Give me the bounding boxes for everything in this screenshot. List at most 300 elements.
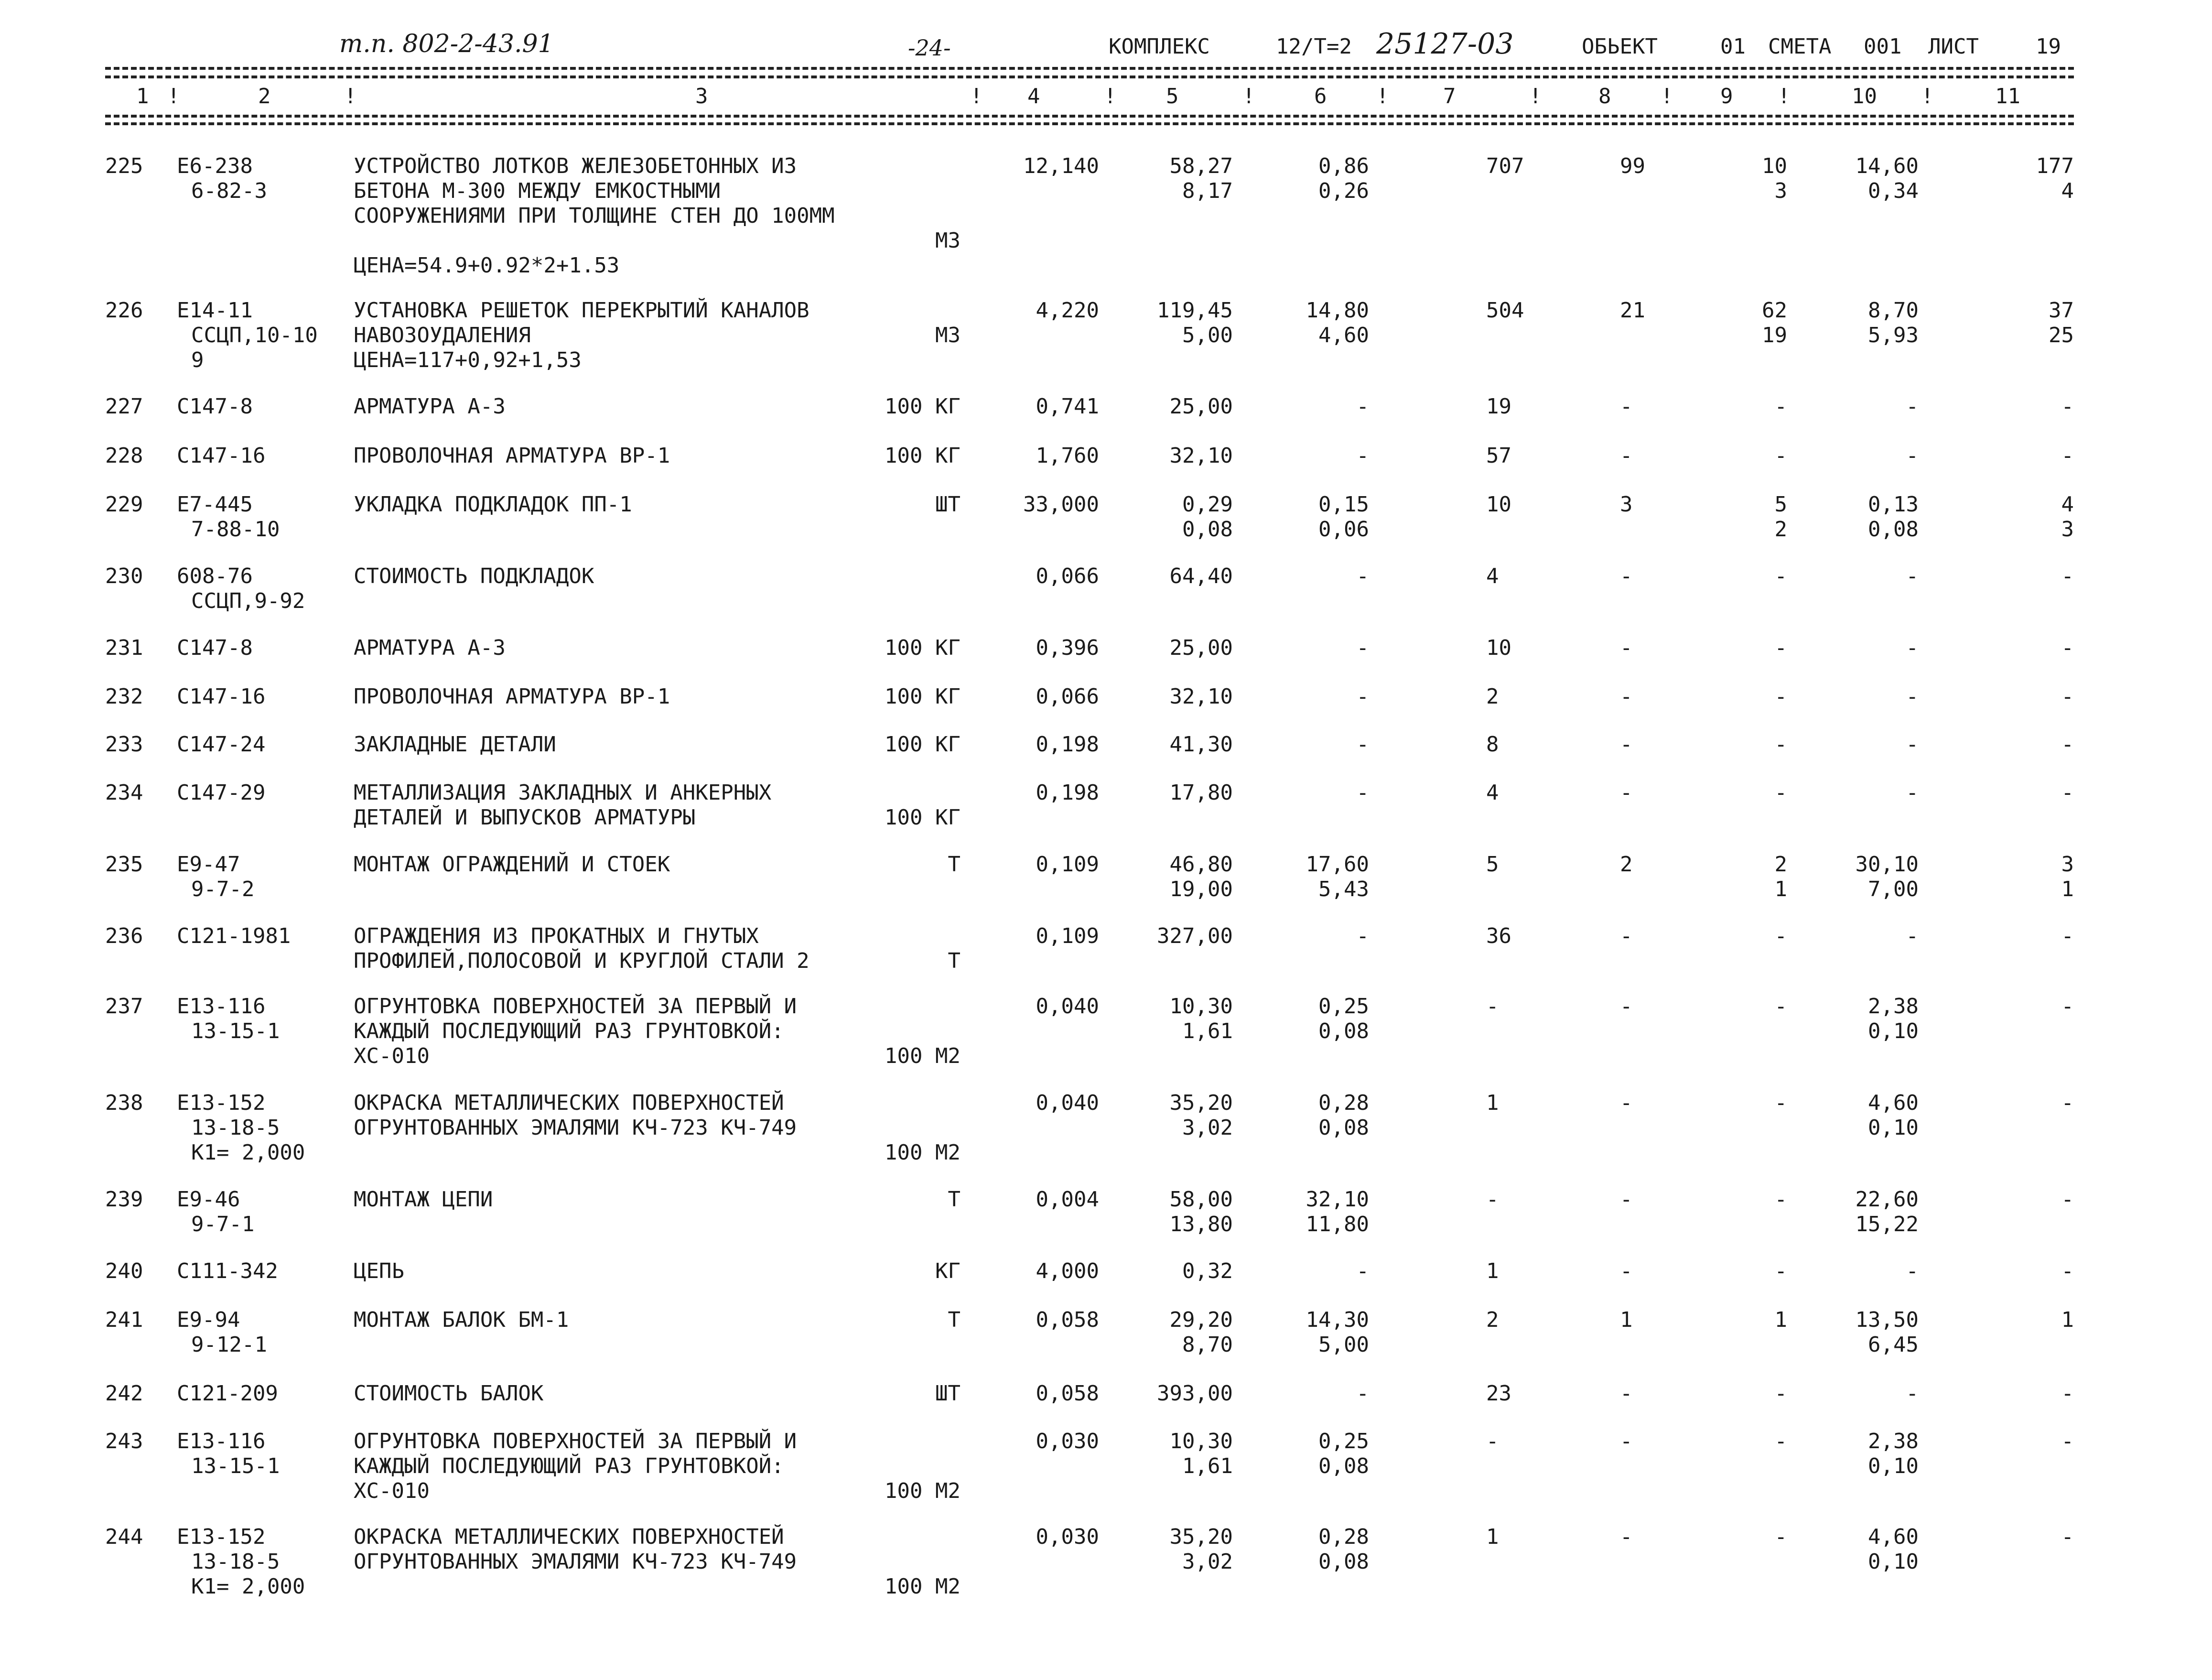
unit-cost: 41,30 — [1169, 732, 1233, 757]
labor-total: 25 — [2049, 323, 2074, 347]
work-description: ОГРУНТОВАННЫХ ЭМАЛЯМИ КЧ-723 КЧ-749 — [354, 1116, 797, 1140]
unit: ШТ — [935, 492, 960, 517]
unit: Т — [948, 852, 960, 877]
labor-unit: - — [1906, 394, 1919, 419]
column-header: 2 — [258, 84, 271, 108]
row-number: 231 — [105, 636, 143, 660]
unit-cost: 119,45 — [1157, 298, 1233, 323]
rate-code: Е9-47 — [177, 852, 240, 877]
rate-code: 13-15-1 — [191, 1454, 280, 1478]
wages-total: - — [1620, 1259, 1633, 1283]
unit: 100 М2 — [885, 1044, 960, 1068]
machine-total: - — [1774, 564, 1787, 588]
unit: 100 М2 — [885, 1574, 960, 1599]
machine-total: - — [1774, 1187, 1787, 1212]
row-number: 225 — [105, 154, 143, 178]
labor-total: - — [2061, 1091, 2074, 1115]
rate-code: Е9-46 — [177, 1187, 240, 1212]
machine-total: - — [1774, 1525, 1787, 1549]
rate-code: С147-8 — [177, 394, 253, 419]
unit: Т — [948, 1308, 960, 1332]
labor-unit: 7,00 — [1868, 877, 1919, 901]
labor-unit: 6,45 — [1868, 1333, 1919, 1357]
machine-cost: 32,10 — [1306, 1187, 1369, 1212]
machine-cost: - — [1356, 732, 1369, 757]
machine-cost: - — [1356, 684, 1369, 709]
machine-cost: 14,80 — [1306, 298, 1369, 323]
wages-total: - — [1620, 1091, 1633, 1115]
unit: 100 КГ — [885, 444, 960, 468]
row-number: 239 — [105, 1187, 143, 1212]
complex-label: КОМПЛЕКС — [1109, 34, 1210, 59]
machine-cost: - — [1356, 636, 1369, 660]
row-number: 228 — [105, 444, 143, 468]
work-description: ПРОФИЛЕЙ,ПОЛОСОВОЙ И КРУГЛОЙ СТАЛИ 2 — [354, 949, 809, 973]
total-cost: 2 — [1486, 684, 1499, 709]
unit-cost: 35,20 — [1169, 1525, 1233, 1549]
row-number: 236 — [105, 924, 143, 948]
row-number: 227 — [105, 394, 143, 419]
header-rule-bottom-2 — [105, 122, 2074, 125]
wages-total: - — [1620, 1187, 1633, 1212]
total-cost: 504 — [1486, 298, 1524, 323]
work-description: МОНТАЖ ЦЕПИ — [354, 1187, 493, 1212]
rate-code: 13-18-5 — [191, 1116, 280, 1140]
rate-code: Е13-116 — [177, 1429, 266, 1453]
work-description: ЦЕПЬ — [354, 1259, 404, 1283]
row-number: 235 — [105, 852, 143, 877]
rate-code: Е13-116 — [177, 994, 266, 1019]
work-description: ПРОВОЛОЧНАЯ АРМАТУРА ВР-1 — [354, 684, 670, 709]
wages-total: 3 — [1620, 492, 1633, 517]
labor-total: - — [2061, 924, 2074, 948]
total-cost: 23 — [1486, 1381, 1511, 1406]
quantity: 33,000 — [1023, 492, 1099, 517]
column-header: 8 — [1598, 84, 1611, 108]
unit-cost: 32,10 — [1169, 684, 1233, 709]
column-separator: ! — [344, 84, 357, 108]
work-description: АРМАТУРА А-3 — [354, 636, 506, 660]
unit-cost: 58,27 — [1169, 154, 1233, 178]
work-description: ОКРАСКА МЕТАЛЛИЧЕСКИХ ПОВЕРХНОСТЕЙ — [354, 1091, 784, 1115]
labor-total: - — [2061, 684, 2074, 709]
labor-total: 4 — [2061, 492, 2074, 517]
column-header: 10 — [1852, 84, 1877, 108]
total-cost: 57 — [1486, 444, 1511, 468]
work-description: ЗАКЛАДНЫЕ ДЕТАЛИ — [354, 732, 556, 757]
labor-unit: 0,34 — [1868, 179, 1919, 203]
unit-cost: 1,61 — [1182, 1019, 1233, 1043]
column-header: 1 — [136, 84, 149, 108]
labor-total: - — [2061, 444, 2074, 468]
column-header: 3 — [695, 84, 708, 108]
machine-total: 2 — [1774, 852, 1787, 877]
wages-total: - — [1620, 994, 1633, 1019]
column-separator: ! — [1242, 84, 1255, 108]
wages-total: - — [1620, 1381, 1633, 1406]
labor-unit: 14,60 — [1855, 154, 1919, 178]
machine-cost: 17,60 — [1306, 852, 1369, 877]
total-cost: 36 — [1486, 924, 1511, 948]
estimate-label: СМЕТА — [1768, 34, 1832, 59]
rate-code: С147-29 — [177, 780, 266, 805]
labor-total: - — [2061, 1259, 2074, 1283]
unit-cost: 1,61 — [1182, 1454, 1233, 1478]
machine-total: 5 — [1774, 492, 1787, 517]
wages-total: - — [1620, 564, 1633, 588]
machine-total: - — [1774, 924, 1787, 948]
rate-code: С147-24 — [177, 732, 266, 757]
row-number: 232 — [105, 684, 143, 709]
machine-total: - — [1774, 732, 1787, 757]
unit: Т — [948, 949, 960, 973]
column-separator: ! — [1778, 84, 1791, 108]
machine-cost: - — [1356, 564, 1369, 588]
work-description: АРМАТУРА А-3 — [354, 394, 506, 419]
total-cost: 4 — [1486, 780, 1499, 805]
handwritten-code: 25127-03 — [1376, 27, 1514, 61]
labor-unit: - — [1906, 444, 1919, 468]
work-description: МОНТАЖ БАЛОК БМ-1 — [354, 1308, 569, 1332]
work-description: НАВОЗОУДАЛЕНИЯ — [354, 323, 531, 347]
labor-total: 1 — [2061, 1308, 2074, 1332]
unit-cost: 35,20 — [1169, 1091, 1233, 1115]
column-separator: ! — [167, 84, 180, 108]
work-description: СООРУЖЕНИЯМИ ПРИ ТОЛЩИНЕ СТЕН ДО 100ММ — [354, 204, 835, 228]
quantity: 0,004 — [1036, 1187, 1099, 1212]
machine-total: - — [1774, 994, 1787, 1019]
wages-total: 21 — [1620, 298, 1645, 323]
labor-total: 1 — [2061, 877, 2074, 901]
machine-cost: - — [1356, 444, 1369, 468]
total-cost: 8 — [1486, 732, 1499, 757]
column-separator: ! — [1104, 84, 1117, 108]
rate-code: 13-15-1 — [191, 1019, 280, 1043]
unit: 100 КГ — [885, 805, 960, 830]
rate-code: 608-76 — [177, 564, 253, 588]
rate-code: Е13-152 — [177, 1091, 266, 1115]
unit-cost: 393,00 — [1157, 1381, 1233, 1406]
machine-total: 1 — [1774, 877, 1787, 901]
unit-cost: 29,20 — [1169, 1308, 1233, 1332]
machine-cost: - — [1356, 1381, 1369, 1406]
work-description: УСТРОЙСТВО ЛОТКОВ ЖЕЛЕЗОБЕТОННЫХ ИЗ — [354, 154, 797, 178]
rate-code: 9-12-1 — [191, 1333, 267, 1357]
unit: Т — [948, 1187, 960, 1212]
unit-cost: 46,80 — [1169, 852, 1233, 877]
labor-unit: - — [1906, 924, 1919, 948]
row-number: 229 — [105, 492, 143, 517]
total-cost: 1 — [1486, 1259, 1499, 1283]
unit-cost: 64,40 — [1169, 564, 1233, 588]
quantity: 0,066 — [1036, 564, 1099, 588]
rate-code: ССЦП,9-92 — [191, 589, 305, 613]
rate-code: С121-1981 — [177, 924, 291, 948]
column-header: 9 — [1720, 84, 1733, 108]
labor-unit: 13,50 — [1855, 1308, 1919, 1332]
total-cost: 5 — [1486, 852, 1499, 877]
header-rule-top — [105, 67, 2074, 70]
machine-cost: 0,08 — [1318, 1019, 1369, 1043]
wages-total: - — [1620, 394, 1633, 419]
work-description: ОГРУНТОВКА ПОВЕРХНОСТЕЙ ЗА ПЕРВЫЙ И — [354, 1429, 797, 1453]
rate-code: 9 — [191, 348, 204, 372]
labor-total: 4 — [2061, 179, 2074, 203]
column-separator: ! — [1661, 84, 1673, 108]
quantity: 0,198 — [1036, 780, 1099, 805]
unit-cost: 19,00 — [1169, 877, 1233, 901]
work-description: ПРОВОЛОЧНАЯ АРМАТУРА ВР-1 — [354, 444, 670, 468]
unit-cost: 3,02 — [1182, 1550, 1233, 1574]
quantity: 1,760 — [1036, 444, 1099, 468]
unit-cost: 8,17 — [1182, 179, 1233, 203]
labor-unit: 4,60 — [1868, 1525, 1919, 1549]
labor-total: - — [2061, 780, 2074, 805]
sheet-label: ЛИСТ — [1928, 34, 1979, 59]
quantity: 0,040 — [1036, 1091, 1099, 1115]
work-description: СТОИМОСТЬ БАЛОК — [354, 1381, 544, 1406]
rate-code: С147-16 — [177, 684, 266, 709]
machine-cost: 0,06 — [1318, 517, 1369, 542]
unit: 100 КГ — [885, 636, 960, 660]
labor-total: - — [2061, 1381, 2074, 1406]
machine-total: - — [1774, 636, 1787, 660]
work-description: ОГРУНТОВКА ПОВЕРХНОСТЕЙ ЗА ПЕРВЫЙ И — [354, 994, 797, 1019]
column-separator: ! — [1376, 84, 1389, 108]
rate-code: К1= 2,000 — [191, 1140, 305, 1165]
work-description: ЦЕНА=117+0,92+1,53 — [354, 348, 582, 372]
work-description: УКЛАДКА ПОДКЛАДОК ПП-1 — [354, 492, 632, 517]
wages-total: - — [1620, 444, 1633, 468]
labor-total: - — [2061, 636, 2074, 660]
complex-value: 12/Т=2 — [1276, 34, 1352, 59]
column-header: 4 — [1027, 84, 1040, 108]
column-header: 6 — [1314, 84, 1327, 108]
machine-total: - — [1774, 780, 1787, 805]
unit: 100 М2 — [885, 1479, 960, 1503]
quantity: 0,058 — [1036, 1381, 1099, 1406]
labor-unit: - — [1906, 636, 1919, 660]
quantity: 0,109 — [1036, 852, 1099, 877]
project-code: т.п. 802-2-43.91 — [339, 30, 554, 58]
object-value: 01 — [1720, 34, 1746, 59]
labor-unit: - — [1906, 1381, 1919, 1406]
unit-cost: 5,00 — [1182, 323, 1233, 347]
unit: ШТ — [935, 1381, 960, 1406]
unit-cost: 0,32 — [1182, 1259, 1233, 1283]
wages-total: 1 — [1620, 1308, 1633, 1332]
unit-cost: 10,30 — [1169, 1429, 1233, 1453]
wages-total: - — [1620, 732, 1633, 757]
machine-total: 1 — [1774, 1308, 1787, 1332]
wages-total: - — [1620, 684, 1633, 709]
machine-total: 19 — [1762, 323, 1787, 347]
labor-total: - — [2061, 994, 2074, 1019]
machine-cost: 0,86 — [1318, 154, 1369, 178]
work-description: МОНТАЖ ОГРАЖДЕНИЙ И СТОЕК — [354, 852, 670, 877]
row-number: 241 — [105, 1308, 143, 1332]
unit-cost: 25,00 — [1169, 636, 1233, 660]
labor-total: 3 — [2061, 852, 2074, 877]
labor-total: 3 — [2061, 517, 2074, 542]
rate-code: 7-88-10 — [191, 517, 280, 542]
unit-cost: 25,00 — [1169, 394, 1233, 419]
column-header: 7 — [1443, 84, 1456, 108]
header-rule-bottom — [105, 115, 2074, 118]
rate-code: ССЦП,10-10 — [191, 323, 318, 347]
unit: М3 — [935, 228, 960, 253]
machine-cost: 5,43 — [1318, 877, 1369, 901]
work-description: ХС-010 — [354, 1479, 430, 1503]
machine-cost: 0,08 — [1318, 1550, 1369, 1574]
labor-unit: 0,10 — [1868, 1454, 1919, 1478]
page-number: -24- — [908, 35, 951, 61]
machine-cost: 4,60 — [1318, 323, 1369, 347]
labor-unit: 0,13 — [1868, 492, 1919, 517]
row-number: 226 — [105, 298, 143, 323]
machine-cost: 0,08 — [1318, 1116, 1369, 1140]
labor-unit: 15,22 — [1855, 1212, 1919, 1236]
rate-code: С111-342 — [177, 1259, 278, 1283]
total-cost: 4 — [1486, 564, 1499, 588]
machine-cost: 0,15 — [1318, 492, 1369, 517]
column-separator: ! — [1921, 84, 1934, 108]
header-rule-mid — [105, 76, 2074, 78]
labor-total: - — [2061, 1187, 2074, 1212]
machine-total: 62 — [1762, 298, 1787, 323]
row-number: 238 — [105, 1091, 143, 1115]
quantity: 0,030 — [1036, 1525, 1099, 1549]
labor-total: - — [2061, 394, 2074, 419]
unit-cost: 3,02 — [1182, 1116, 1233, 1140]
work-description: ОГРАЖДЕНИЯ ИЗ ПРОКАТНЫХ И ГНУТЫХ — [354, 924, 759, 948]
labor-total: - — [2061, 732, 2074, 757]
total-cost: 1 — [1486, 1525, 1499, 1549]
machine-total: - — [1774, 1259, 1787, 1283]
machine-cost: - — [1356, 394, 1369, 419]
labor-unit: - — [1906, 684, 1919, 709]
row-number: 243 — [105, 1429, 143, 1453]
labor-unit: 8,70 — [1868, 298, 1919, 323]
unit: КГ — [935, 1259, 960, 1283]
rate-code: С147-8 — [177, 636, 253, 660]
row-number: 242 — [105, 1381, 143, 1406]
quantity: 0,109 — [1036, 924, 1099, 948]
quantity: 0,066 — [1036, 684, 1099, 709]
machine-cost: 11,80 — [1306, 1212, 1369, 1236]
work-description: ЦЕНА=54.9+0.92*2+1.53 — [354, 253, 620, 278]
labor-total: - — [2061, 564, 2074, 588]
labor-total: 177 — [2036, 154, 2074, 178]
wages-total: 2 — [1620, 852, 1633, 877]
rate-code: Е13-152 — [177, 1525, 266, 1549]
machine-cost: 0,08 — [1318, 1454, 1369, 1478]
wages-total: 99 — [1620, 154, 1645, 178]
labor-unit: 0,10 — [1868, 1019, 1919, 1043]
wages-total: - — [1620, 1525, 1633, 1549]
row-number: 233 — [105, 732, 143, 757]
machine-total: - — [1774, 1429, 1787, 1453]
rate-code: 6-82-3 — [191, 179, 267, 203]
unit: 100 М2 — [885, 1140, 960, 1165]
column-header: 5 — [1166, 84, 1179, 108]
work-description: ХС-010 — [354, 1044, 430, 1068]
labor-total: - — [2061, 1525, 2074, 1549]
labor-unit: - — [1906, 732, 1919, 757]
rate-code: 13-18-5 — [191, 1550, 280, 1574]
wages-total: - — [1620, 1429, 1633, 1453]
labor-unit: 0,10 — [1868, 1116, 1919, 1140]
rate-code: 9-7-1 — [191, 1212, 255, 1236]
column-header: 11 — [1995, 84, 2020, 108]
work-description: МЕТАЛЛИЗАЦИЯ ЗАКЛАДНЫХ И АНКЕРНЫХ — [354, 780, 772, 805]
unit-cost: 13,80 — [1169, 1212, 1233, 1236]
total-cost: 707 — [1486, 154, 1524, 178]
machine-total: - — [1774, 1381, 1787, 1406]
total-cost: 10 — [1486, 492, 1511, 517]
labor-unit: 0,08 — [1868, 517, 1919, 542]
total-cost: - — [1486, 1187, 1499, 1212]
quantity: 12,140 — [1023, 154, 1099, 178]
labor-total: 37 — [2049, 298, 2074, 323]
work-description: КАЖДЫЙ ПОСЛЕДУЮЩИЙ РАЗ ГРУНТОВКОЙ: — [354, 1019, 784, 1043]
machine-cost: 0,26 — [1318, 179, 1369, 203]
rate-code: С147-16 — [177, 444, 266, 468]
quantity: 4,000 — [1036, 1259, 1099, 1283]
row-number: 237 — [105, 994, 143, 1019]
machine-total: 2 — [1774, 517, 1787, 542]
unit: 100 КГ — [885, 732, 960, 757]
unit: 100 КГ — [885, 684, 960, 709]
labor-unit: 4,60 — [1868, 1091, 1919, 1115]
quantity: 0,396 — [1036, 636, 1099, 660]
machine-total: - — [1774, 1091, 1787, 1115]
machine-cost: 14,30 — [1306, 1308, 1369, 1332]
wages-total: - — [1620, 924, 1633, 948]
machine-cost: 0,25 — [1318, 994, 1369, 1019]
wages-total: - — [1620, 636, 1633, 660]
work-description: УСТАНОВКА РЕШЕТОК ПЕРЕКРЫТИЙ КАНАЛОВ — [354, 298, 809, 323]
quantity: 0,030 — [1036, 1429, 1099, 1453]
work-description: БЕТОНА М-300 МЕЖДУ ЕМКОСТНЫМИ — [354, 179, 721, 203]
machine-total: - — [1774, 684, 1787, 709]
machine-total: 3 — [1774, 179, 1787, 203]
labor-unit: 0,10 — [1868, 1550, 1919, 1574]
unit-cost: 17,80 — [1169, 780, 1233, 805]
total-cost: 19 — [1486, 394, 1511, 419]
machine-total: - — [1774, 444, 1787, 468]
machine-total: - — [1774, 394, 1787, 419]
total-cost: - — [1486, 1429, 1499, 1453]
quantity: 0,198 — [1036, 732, 1099, 757]
unit-cost: 327,00 — [1157, 924, 1233, 948]
unit-cost: 0,08 — [1182, 517, 1233, 542]
machine-cost: 0,28 — [1318, 1091, 1369, 1115]
work-description: СТОИМОСТЬ ПОДКЛАДОК — [354, 564, 594, 588]
unit-cost: 58,00 — [1169, 1187, 1233, 1212]
labor-unit: 22,60 — [1855, 1187, 1919, 1212]
labor-unit: - — [1906, 780, 1919, 805]
total-cost: 2 — [1486, 1308, 1499, 1332]
wages-total: - — [1620, 780, 1633, 805]
machine-cost: - — [1356, 924, 1369, 948]
labor-unit: 30,10 — [1855, 852, 1919, 877]
unit-cost: 0,29 — [1182, 492, 1233, 517]
total-cost: 10 — [1486, 636, 1511, 660]
total-cost: - — [1486, 994, 1499, 1019]
rate-code: 9-7-2 — [191, 877, 255, 901]
quantity: 4,220 — [1036, 298, 1099, 323]
